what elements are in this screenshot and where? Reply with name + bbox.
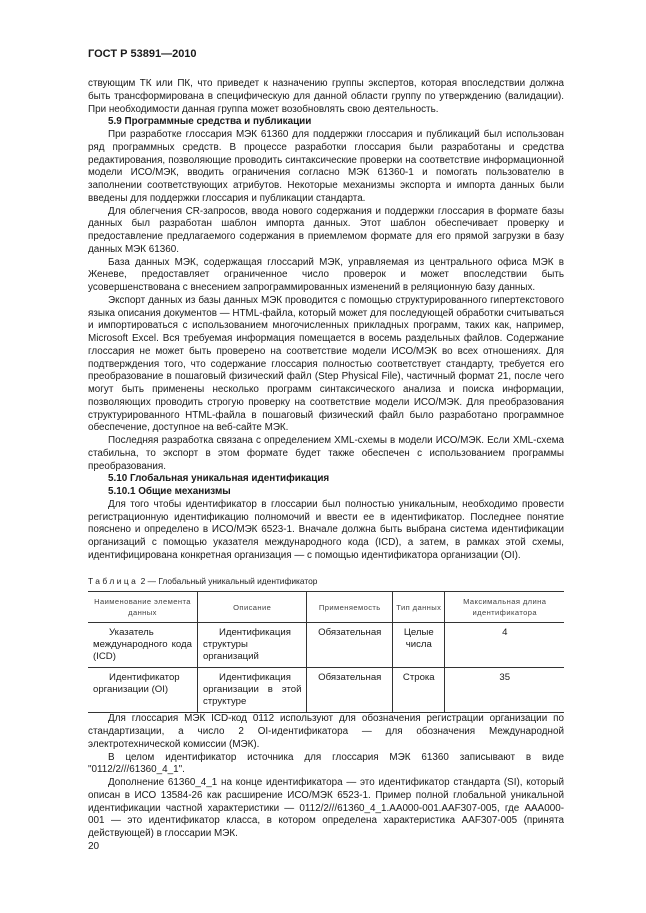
paragraph: Для глоссария МЭК ICD-код 0112 используют для обозначения регистрации организации по стандартизации, а число 2 OI-идентификатора — для обозначения Международной электротехнической комиссии (МЭК). (88, 713, 564, 750)
table-cell: Идентификатор организации (OI) (88, 668, 197, 713)
table-cell: Указатель международного кода (ICD) (88, 623, 197, 668)
paragraph: Для того чтобы идентификатор в глоссарии был полностью уникальным, необходимо провести регистрационную идентификацию полномочий и ввести ее в идентификатор. Последнее понятие пояснено и определено в ИСО/МЭК 6523-1. Вначале должна быть выбрана система идентификации организаций с помощью указателя международного кода (ICD), а затем, в рамках этой схемы, идентифицирована конкретная организация — с помощью идентификатора организации (OI). (88, 498, 564, 561)
table-cell: Обязательная (307, 623, 393, 668)
table-cell: 35 (445, 668, 564, 713)
table-row (88, 668, 564, 713)
paragraph: ствующим ТК или ПК, что приведет к назначению группы экспертов, которая впоследствии должна быть трансформирована в специфическую для данной области группу по утверждению (валидации). При необходимости данная группа может возобновлять свою деятельность. (88, 78, 564, 115)
table-cell: Целые числа (393, 623, 445, 668)
table-cell: Идентификация структуры организаций (197, 623, 306, 668)
table-caption-text: 2 — Глобальный уникальный идентификатор (140, 575, 318, 586)
table-cell: Строка (393, 668, 445, 713)
column-header: Тип данных (393, 592, 445, 623)
column-header: Максимальная длина идентификатора (445, 592, 564, 623)
table-caption-label: Таблица (88, 575, 139, 586)
table-cell: Обязательная (307, 668, 393, 713)
paragraph: Экспорт данных из базы данных МЭК проводится с помощью структурированного гипертекстового языка описания документов — HTML-файла, который может для последующей обработки считываться и импортироваться с использованием многочисленных прикладных программ, таких как, например, Microsoft Excel. Вся требуемая информация помещается в восемь раздельных файлов. Содержание глоссария не может быть проверено на соответствие модели ИСО/МЭК во всех отношениях. Для подтверждения того, что содержание глоссария полностью соответствует стандарту, требуется его преобразование в пошаговый физический файл (Step Physical File), частичный формат 21, после чего могут быть применены несколько программ синтаксического анализа и поиска информации, позволяющих проводить строгую проверку на соответствие модели ИСО/МЭК. Для преобразования структурированного HTML-файла в пошаговый физический файл было разработано программное обеспечение, доступное на веб-сайте МЭК. (88, 294, 564, 434)
paragraph: База данных МЭК, содержащая глоссарий МЭК, управляемая из центрального офиса МЭК в Женеве, предоставляет ограниченное число проверок и может впоследствии быть усовершенствована с внесением запрограммированных изменений в реляционную базу данных. (88, 256, 564, 293)
section-heading: 5.9 Программные средства и публикации (108, 116, 312, 128)
page-body (88, 78, 564, 841)
identifier-table (88, 591, 564, 713)
table-caption (88, 575, 564, 588)
paragraph: При разработке глоссария МЭК 61360 для поддержки глоссария и публикаций был использован ряд программных средств. В процессе разработки глоссария были разработаны и средства редактирования, позволяющие проводить синтаксические проверки на соответствие информационной модели ИСО/МЭК, вводить ограничения согласно МЭК 61360-1 и помогать пользователю в заполнении соответствующих атрибутов. Некоторые механизмы экспорта и импорта данных были введены для поддержки глоссария и публикации стандарта. (88, 129, 564, 204)
table-header-row (88, 592, 564, 623)
paragraph: Дополнение 61360_4_1 на конце идентификатора — это идентификатор стандарта (SI), который описан в ИСО 13584-26 как расширение ИСО/МЭК 6523-1. Пример полной глобальной уникальной идентификации частной характеристики — 0112/2///61360_4_1.AA000-001.AAF307-005, где AAA000-001 — это идентификатор класса, в котором определена характеристика AAF307-005 (принята действующей) в глоссарии МЭК. (88, 777, 564, 839)
column-header: Наименование элемента данных (88, 592, 197, 623)
paragraph: Последняя разработка связана с определением XML-схемы в модели ИСО/МЭК. Если XML-схема стабильна, то экспорт в этом формате будет также обеспечен с использованием программы преобразования. (88, 435, 564, 472)
table-row (88, 623, 564, 668)
paragraph: Для облегчения CR-запросов, ввода нового содержания и поддержки глоссария в формате базы данных был разработан шаблон импорта данных. Этот шаблон обеспечивает проверку и предоставление предлагаемого содержания в приемлемом формате для его прямой загрузки в базу данных МЭК 61360. (88, 205, 564, 255)
table-cell: 4 (445, 623, 564, 668)
column-header: Описание (197, 592, 306, 623)
section-heading: 5.10 Глобальная уникальная идентификация (108, 473, 330, 485)
page-number: 20 (88, 841, 100, 852)
table-cell: Идентификация организации в этой структуре (197, 668, 306, 713)
paragraph: В целом идентификатор источника для глоссария МЭК 61360 записывают в виде "0112/2///61360_4_1". (88, 751, 564, 776)
subsection-heading: 5.10.1 Общие механизмы (108, 486, 231, 497)
document-header: ГОСТ Р 53891—2010 (88, 48, 197, 60)
column-header: Применяемость (307, 592, 393, 623)
